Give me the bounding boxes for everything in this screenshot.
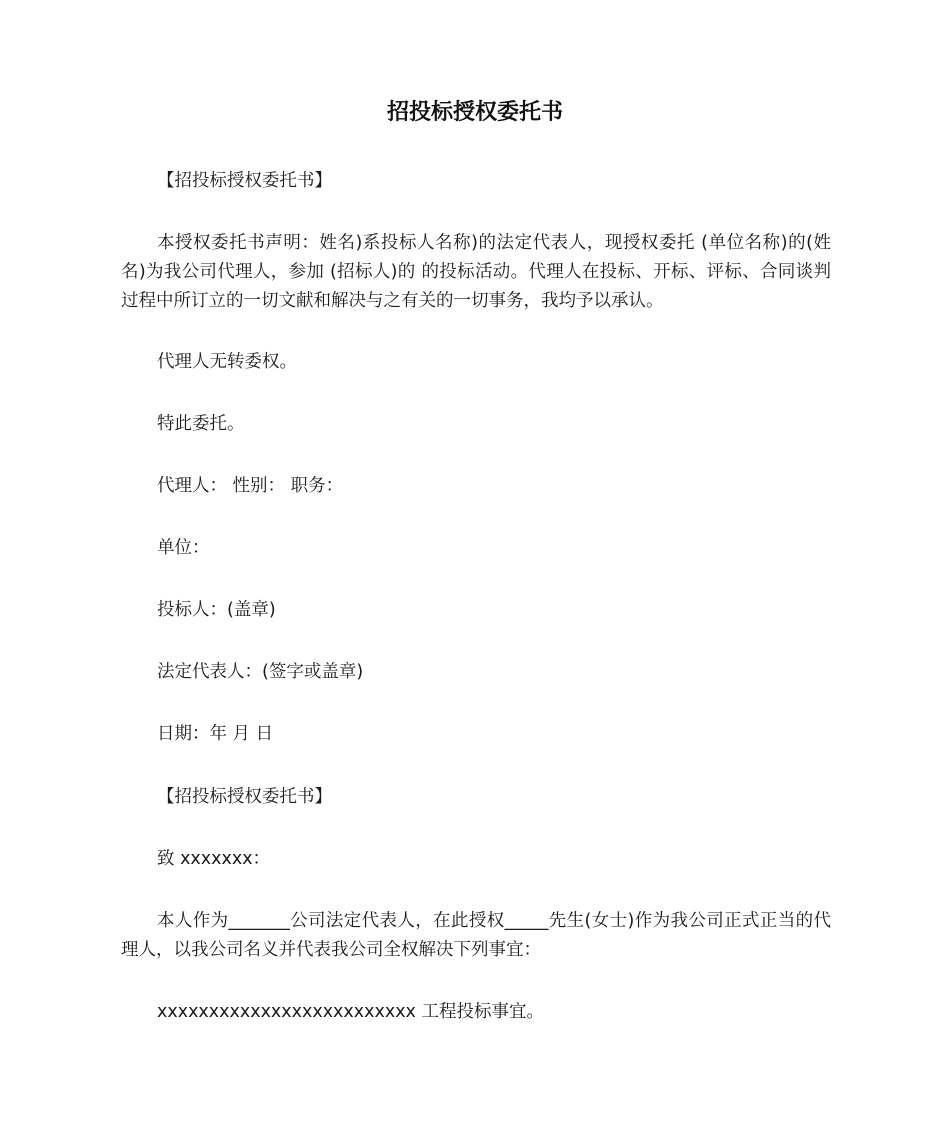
section-heading-1: 【招投标授权委托书】 (157, 171, 332, 191)
hereby-entrust-line: 特此委托。 (157, 414, 245, 434)
authorization-paragraph: 本人作为_______公司法定代表人，在此授权_____先生(女士)作为我公司正式正当的代理人，以我公司名义并代表我公司全权解决下列事宜： (121, 911, 831, 960)
document-title: 招投标授权委托书 (386, 100, 563, 125)
project-matter-line: xxxxxxxxxxxxxxxxxxxxxxxxx 工程投标事宜。 (157, 1002, 544, 1022)
no-sub-delegation-line: 代理人无转委权。 (157, 352, 297, 372)
legal-representative-line: 法定代表人：(签字或盖章) (157, 662, 364, 682)
declaration-paragraph: 本授权委托书声明：姓名)系投标人名称)的法定代表人，现授权委托 (单位名称)的(姓名)为我公司代理人，参加 (招标人)的 的投标活动。代理人在投标、开标、评标、合同谈判过程中所订立的一切文献和解决与之有关的一切事务，我均予以承认。 (121, 233, 831, 311)
bidder-seal-line: 投标人：(盖章) (157, 600, 276, 620)
agent-info-line: 代理人： 性别： 职务： (157, 476, 344, 496)
section-heading-2: 【招投标授权委托书】 (157, 787, 332, 807)
unit-line: 单位： (157, 538, 210, 558)
addressee-line: 致 xxxxxxx： (157, 849, 271, 869)
date-line: 日期：年 月 日 (157, 724, 274, 744)
